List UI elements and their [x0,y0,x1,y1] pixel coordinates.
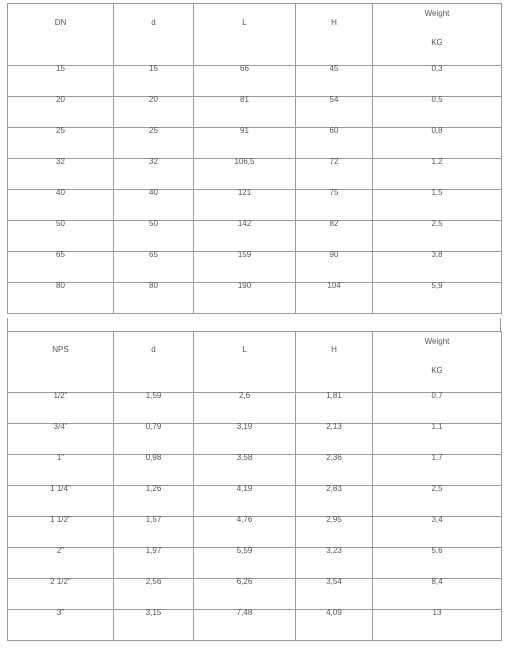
table-cell: 66 [194,66,296,97]
table-cell: 13 [373,610,502,641]
table-cell: 3,4 [373,517,502,548]
table-row [8,128,502,159]
header-weight-label: Weight [424,337,450,346]
table-cell: 1,1 [373,424,502,455]
table-cell: 3" [8,610,114,641]
header-weight-label: Weight [424,9,450,18]
table-cell: 2,5 [373,486,502,517]
table-row [8,610,502,641]
header-weight-unit: KG [431,366,443,375]
table-cell: 159 [194,252,296,283]
table-cell: 3,54 [296,579,373,610]
table-cell: 91 [194,128,296,159]
table-cell: 32 [114,159,194,190]
table-row [8,486,502,517]
table-cell: 0,8 [373,128,502,159]
table-cell: 1,59 [114,393,194,424]
table-cell: 190 [194,283,296,314]
table-separator [7,318,501,331]
table-cell: 50 [8,221,114,252]
table-row [8,66,502,97]
table-cell: 20 [114,97,194,128]
table-cell: 65 [8,252,114,283]
table-cell: 3,19 [194,424,296,455]
table-row [8,283,502,314]
table-cell: 40 [114,190,194,221]
table-cell: 2,83 [296,486,373,517]
table-cell: 142 [194,221,296,252]
table-cell: 40 [8,190,114,221]
table-row [8,424,502,455]
table-cell: 4,76 [194,517,296,548]
table-cell: 3,58 [194,455,296,486]
header-dn: DN [8,4,114,66]
header-h: H [296,332,373,393]
table-cell: 0,7 [373,393,502,424]
table-cell: 32 [8,159,114,190]
table-cell: 25 [8,128,114,159]
header-l: L [194,4,296,66]
table-cell: 4,09 [296,610,373,641]
table-cell: 80 [114,283,194,314]
table-row [8,97,502,128]
table-header-row [8,332,502,393]
table-row [8,221,502,252]
table-cell: 1,97 [114,548,194,579]
table-cell: 2,13 [296,424,373,455]
table-cell: 80 [8,283,114,314]
table-cell: 1 1/4" [8,486,114,517]
table-cell: 75 [296,190,373,221]
table-cell: 45 [296,66,373,97]
table-cell: 1,5 [373,190,502,221]
header-nps: NPS [8,332,114,393]
table-cell: 2,95 [296,517,373,548]
table-cell: 3,15 [114,610,194,641]
header-l: L [194,332,296,393]
table-cell: 1 1/2" [8,517,114,548]
header-d: d [114,4,194,66]
table-cell: 1,7 [373,455,502,486]
table-cell: 2" [8,548,114,579]
table-cell: 1,81 [296,393,373,424]
table-cell: 2,5 [373,221,502,252]
table-cell: 60 [296,128,373,159]
table-cell: 3/4" [8,424,114,455]
table-cell: 72 [296,159,373,190]
table-header-row [8,4,502,66]
table-cell: 3,23 [296,548,373,579]
table-cell: 121 [194,190,296,221]
header-d: d [114,332,194,393]
header-weight-unit: KG [431,38,443,47]
table-cell: 1/2" [8,393,114,424]
table-cell: 2,6 [194,393,296,424]
header-h: H [296,4,373,66]
table-cell: 6,26 [194,579,296,610]
table-cell: 4,19 [194,486,296,517]
table-cell: 90 [296,252,373,283]
table-cell: 82 [296,221,373,252]
table-cell: 7,48 [194,610,296,641]
table-cell: 50 [114,221,194,252]
table-cell: 2,36 [296,455,373,486]
header-weight [373,332,502,393]
table-cell: 5,9 [373,283,502,314]
table-cell: 0,3 [373,66,502,97]
table-cell: 1,57 [114,517,194,548]
table-cell: 15 [114,66,194,97]
table-cell: 2,56 [114,579,194,610]
header-weight [373,4,502,66]
table-row [8,159,502,190]
table-cell: 2 1/2" [8,579,114,610]
table-cell: 104 [296,283,373,314]
table-row [8,548,502,579]
table-row [8,579,502,610]
table-row [8,252,502,283]
table-cell: 81 [194,97,296,128]
table-cell: 20 [8,97,114,128]
table-row [8,455,502,486]
table-cell: 54 [296,97,373,128]
table-cell: 1,26 [114,486,194,517]
table-cell: 0,5 [373,97,502,128]
table-cell: 106,5 [194,159,296,190]
table-cell: 3,8 [373,252,502,283]
table-cell: 0,98 [114,455,194,486]
table-cell: 25 [114,128,194,159]
table-cell: 8,4 [373,579,502,610]
table-cell: 5,6 [373,548,502,579]
table-cell: 15 [8,66,114,97]
table-cell: 5,59 [194,548,296,579]
metric-dimensions-table [7,3,502,314]
table-cell: 0,79 [114,424,194,455]
table-cell: 1" [8,455,114,486]
table-row [8,393,502,424]
table-cell: 1,2 [373,159,502,190]
table-row [8,517,502,548]
imperial-dimensions-table [7,331,502,641]
table-row [8,190,502,221]
table-cell: 65 [114,252,194,283]
